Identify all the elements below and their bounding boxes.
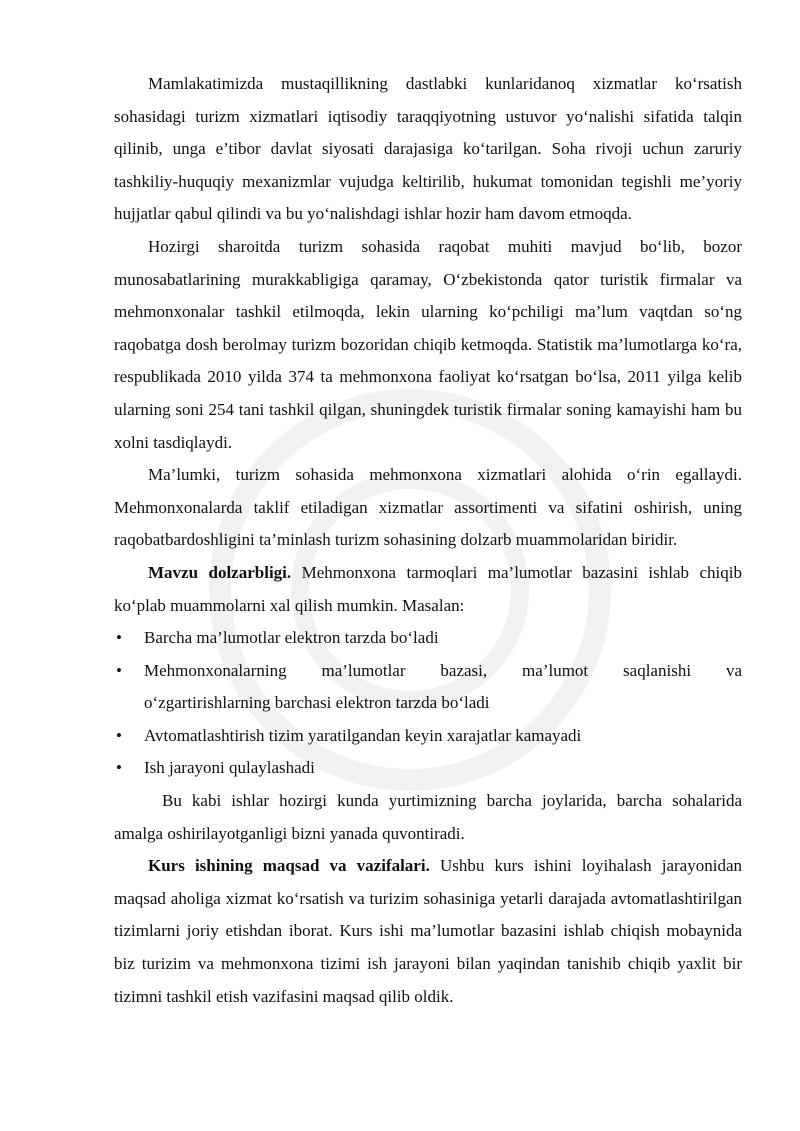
paragraph-conclusion: Bu kabi ishlar hozirgi kunda yurtimizning barcha joylarida, barcha sohalarida amalga oshirilayotganligi bizni yanada quvontiradi. [114, 791, 742, 843]
list-item-continuation [114, 687, 742, 720]
document-page [114, 68, 742, 1013]
paragraph-competition: Hozirgi sharoitda turizm sohasida raqobat muhiti mavjud bo‘lib, bozor munosabatlarining murakkabligiga qaramay, O‘zbekistonda qator turistik firmalar va mehmonxonalar tashkil etilmoqda, lekin ularning ko‘pchiligi ma’lum vaqtdan so‘ng raqobatga dosh berolmay turizm bozoridan chiqib ketmoqda. Statistik ma’lumotlarga ko‘ra, respublikada 2010 yilda 374 ta mehmonxona faoliyat ko‘rsatgan bo‘lsa, 2011 yilga kelib ularning soni 254 tani tashkil qilgan, shuningdek turistik firmalar soning kamayishi ham bu xolni tasdiqlaydi. [114, 236, 742, 452]
goals-text: Ushbu kurs ishini loyihalash jarayonidan maqsad aholiga xizmat ko‘rsatish va turizim sohasiniga yetarli darajada avtomatlashtirilgan tizimlarni joriy etishdan iborat. Kurs ishi ma’lumotlar bazasini ishlab chiqish mobaynida biz turizim va mehmonxona tizimi ish jarayoni bilan yaqindan tanishib chiqib yaxlit bir tizimni tashkil etish vazifasini maqsad qilib oldik. [114, 856, 742, 1006]
list-item: • Mehmonxonalarning ma’lumotlar bazasi, ma’lumot saqlanishi va [114, 655, 742, 688]
list-item: • Barcha ma’lumotlar elektron tarzda bo‘ladi [114, 622, 742, 655]
list-item: • Ish jarayoni qulaylashadi [114, 752, 742, 785]
paragraph-hotel-services: Ma’lumki, turizm sohasida mehmonxona xizmatlari alohida o‘rin egallaydi. Mehmonxonalarda taklif etiladigan xizmatlar assortimenti va sifatini oshirish, uning raqobatbardoshligini ta’minlash turizm sohasining dolzarb muammolaridan biridir. [114, 465, 742, 550]
list-item-continuation-text: o‘zgartirishlarning barchasi elektron tarzda bo‘ladi [144, 693, 490, 713]
paragraph-relevance [114, 557, 742, 622]
paragraph-intro: Mamlakatimizda mustaqillikning dastlabki kunlaridanoq xizmatlar ko‘rsatish sohasidagi turizm xizmatlari iqtisodiy taraqqiyotning ustuvor yo‘nalishi sifatida talqin qilinib, unga e’tibor davlat siyosati darajasiga ko‘tarilgan. Soha rivoji uchun zaruriy tashkiliy-huquqiy mexanizmlar vujudga keltirilib, hukumat tomonidan tegishli me’yoriy hujjatlar qabul qilindi va bu yo‘nalishdagi ishlar hozir ham davom etmoqda. [114, 74, 742, 224]
paragraph-goals [114, 850, 742, 1013]
relevance-heading: Mavzu dolzarbligi. [148, 562, 292, 582]
relevance-text: Mehmonxona tarmoqlari ma’lumotlar bazasini ishlab chiqib ko‘plab muammolarni xal qilish mumkin. Masalan: [114, 562, 742, 615]
goals-heading: Kurs ishining maqsad va vazifalari. [148, 856, 430, 876]
benefits-list [114, 622, 742, 785]
list-item: • Avtomatlashtirish tizim yaratilgandan keyin xarajatlar kamayadi [114, 720, 742, 753]
